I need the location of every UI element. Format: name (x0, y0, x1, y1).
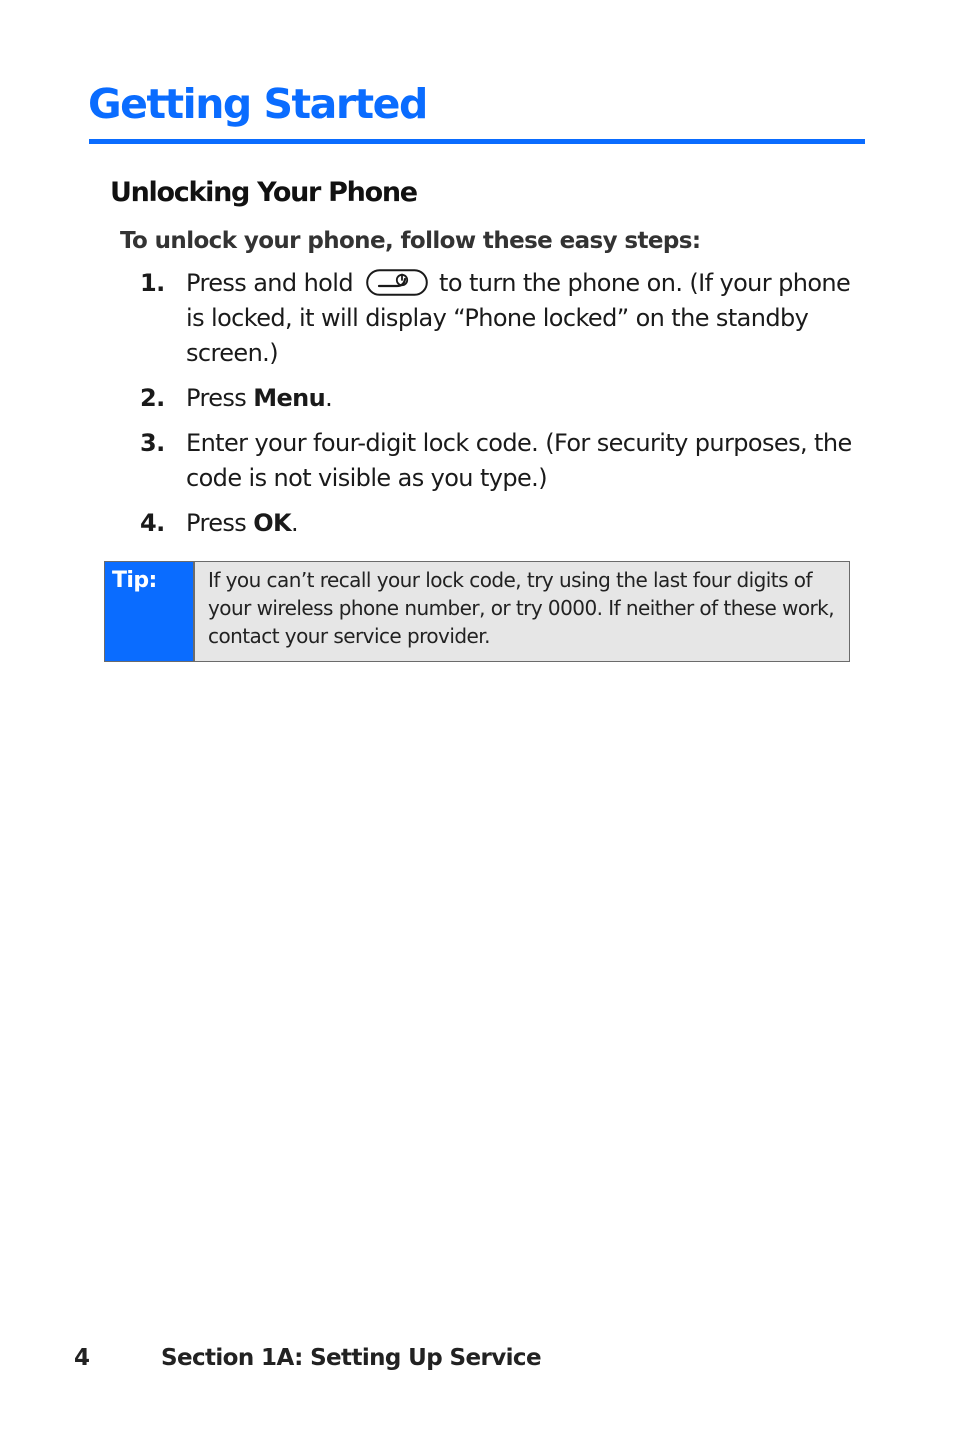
tip-text: If you can’t recall your lock code, try using the last four digits of your wireless phone number, or try 0000. If neither of these work, contact your service provider. (208, 568, 835, 648)
step-number: 3. (140, 429, 165, 457)
step-text: Enter your four-digit lock code. (For security purposes, the code is not visible as you type.) (186, 429, 852, 492)
page-number: 4 (74, 1345, 90, 1371)
page-title: Getting Started (88, 80, 427, 128)
section-heading: Unlocking Your Phone (110, 177, 417, 208)
intro-text: To unlock your phone, follow these easy steps: (120, 228, 701, 254)
step-number: 1. (140, 269, 165, 297)
step-punctuation: . (291, 509, 299, 537)
step-3 (140, 426, 855, 496)
step-text: Press (186, 509, 254, 537)
title-rule (89, 139, 865, 144)
step-4 (140, 506, 855, 541)
footer-section-title: Section 1A: Setting Up Service (161, 1345, 541, 1371)
step-2 (140, 381, 855, 416)
step-1 (140, 266, 855, 371)
tip-label-cell (105, 562, 195, 661)
end-power-key-icon (366, 269, 428, 296)
tip-box (104, 561, 850, 662)
step-text-continued: to turn the phone on. (If your phone is locked, it will display “Phone locked” on the standby screen.) (186, 269, 851, 367)
ok-key-label: OK (253, 509, 292, 537)
menu-key-label: Menu (253, 384, 326, 412)
step-text: Press (186, 384, 254, 412)
step-number: 4. (140, 509, 165, 537)
step-punctuation: . (325, 384, 333, 412)
tip-label: Tip: (112, 568, 157, 593)
step-text: Press and hold (186, 269, 353, 297)
steps-list (140, 266, 855, 551)
step-number: 2. (140, 384, 165, 412)
